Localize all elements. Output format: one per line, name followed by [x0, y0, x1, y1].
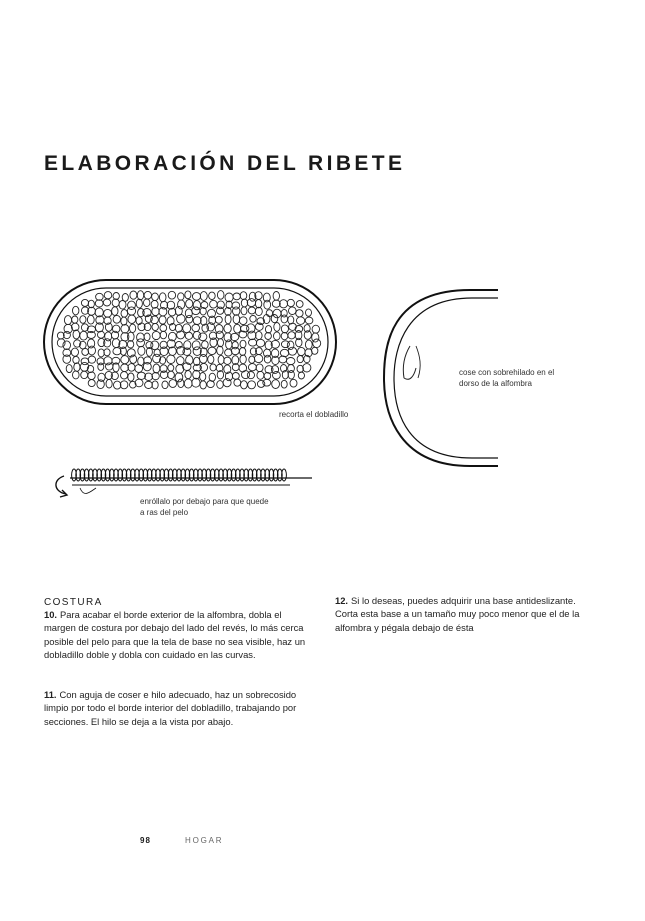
- page-number: 98: [140, 836, 151, 845]
- step-11: [44, 688, 307, 728]
- step-text: Si lo deseas, puedes adquirir una base antideslizante. Corta esta base a un tamaño muy poco menor que el de la alfombra y pégala debajo de ésta: [335, 595, 580, 633]
- step-number: 10.: [44, 609, 58, 620]
- footer-section-name: HOGAR: [185, 836, 224, 845]
- step-12: [335, 594, 591, 634]
- oval-rug-illustration: [40, 276, 340, 408]
- step-number: 12.: [335, 595, 349, 606]
- trim-hem-caption: recorta el dobladillo: [279, 410, 349, 419]
- step-number: 11.: [44, 689, 57, 700]
- section-heading: COSTURA: [44, 597, 103, 608]
- step-10: [44, 608, 307, 661]
- page-title: ELABORACIÓN DEL RIBETE: [44, 152, 406, 175]
- step-text: Con aguja de coser e hilo adecuado, haz un sobrecosido limpio por todo el borde interior del dobladillo, trabajando por secciones. El hilo se deja a la vista por abajo.: [44, 689, 297, 727]
- step-text: Para acabar el borde exterior de la alfombra, dobla el margen de costura por debajo del lado del revés, lo más cerca posible del pelo para que la tela de base no sea visible, haz un dobladillo doble y dobla con cuidado en las curvas.: [44, 609, 306, 660]
- whipstitch-caption: cose con sobrehilado en el dorso de la alfombra: [459, 368, 555, 388]
- roll-under-caption: enróllalo por debajo para que quede a ras del pelo: [140, 497, 269, 517]
